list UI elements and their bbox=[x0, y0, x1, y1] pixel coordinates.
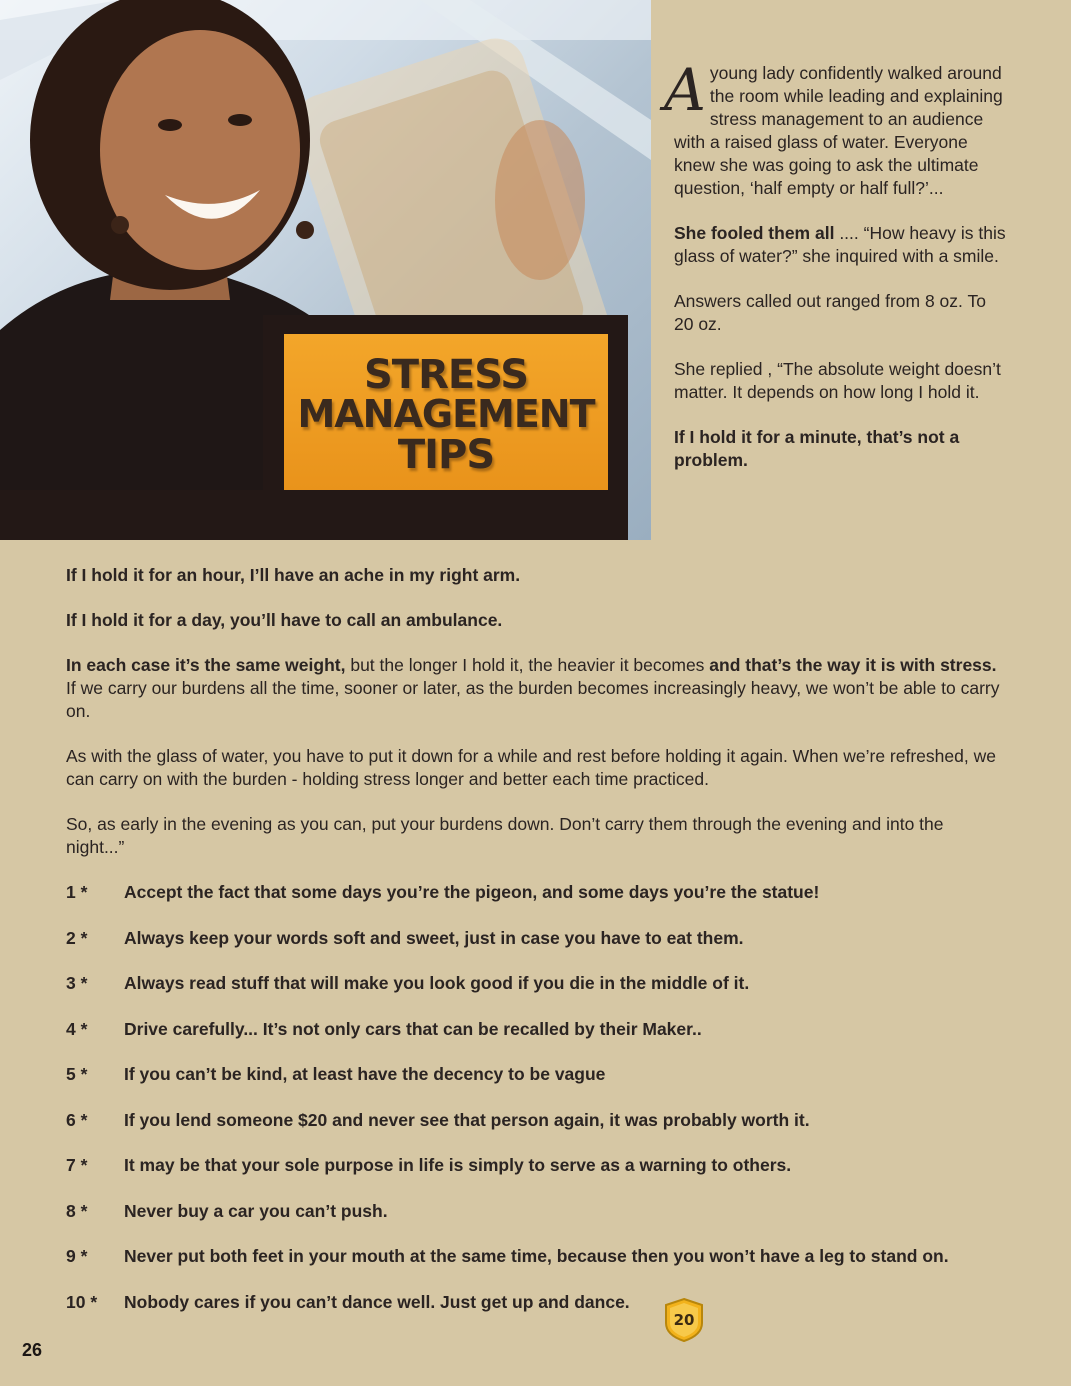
tip-number: 9 * bbox=[66, 1246, 88, 1266]
tip-text: Accept the fact that some days you’re the pigeon, and some days you’re the statue! bbox=[124, 882, 820, 902]
tip-number: 3 * bbox=[66, 973, 88, 993]
intro-column bbox=[664, 56, 1008, 494]
drop-cap: A bbox=[664, 56, 706, 124]
logo-line-3: TIPS bbox=[397, 432, 495, 478]
intro-paragraph-3: Answers called out ranged from 8 oz. To 20 oz. bbox=[674, 291, 986, 334]
tip-text: If you can’t be kind, at least have the decency to be vague bbox=[124, 1064, 606, 1084]
tip-text: Drive carefully... It’s not only cars that can be recalled by their Maker.. bbox=[124, 1019, 702, 1039]
tip-text: Never buy a car you can’t push. bbox=[124, 1201, 388, 1221]
body-p3-bold-b: and that’s the way it is with stress. bbox=[709, 655, 997, 675]
tip-number: 10 * bbox=[66, 1292, 98, 1312]
tip-number: 8 * bbox=[66, 1201, 88, 1221]
body-p1-bold: If I hold it for an hour, I’ll have an ache in my right arm. bbox=[66, 565, 521, 585]
anniversary-badge-icon bbox=[662, 1297, 706, 1343]
tip-number: 5 * bbox=[66, 1064, 88, 1084]
tip-text: If you lend someone $20 and never see that person again, it was probably worth it. bbox=[124, 1110, 810, 1130]
intro-p2-bold: She fooled them all bbox=[674, 223, 835, 243]
body-p2-bold: If I hold it for a day, you’ll have to call an ambulance. bbox=[66, 610, 503, 630]
tip-text: Nobody cares if you can’t dance well. Just get up and dance. bbox=[124, 1292, 630, 1312]
intro-p5-bold: If I hold it for a minute, that’s not a problem. bbox=[674, 427, 960, 470]
body-paragraph-2 bbox=[66, 609, 1006, 632]
body-paragraph-4: As with the glass of water, you have to put it down for a while and rest before holding it again. When we’re refreshed, we can carry on with the burden - holding stress longer and better each time practiced. bbox=[66, 746, 996, 789]
badge-text: 20 bbox=[673, 1311, 695, 1329]
tip-text: Never put both feet in your mouth at the same time, because then you won’t have a leg to stand on. bbox=[124, 1246, 949, 1266]
intro-paragraph-2 bbox=[674, 222, 1008, 268]
intro-paragraph-5 bbox=[674, 426, 1008, 472]
body-paragraph-1 bbox=[66, 564, 1006, 587]
stress-management-logo bbox=[284, 334, 608, 490]
logo-line-1: STRESS bbox=[363, 352, 529, 398]
page-number: 26 bbox=[22, 1340, 43, 1360]
tip-number: 6 * bbox=[66, 1110, 88, 1130]
intro-paragraph-1 bbox=[664, 56, 1008, 200]
tip-number: 7 * bbox=[66, 1155, 88, 1175]
body-paragraph-5: So, as early in the evening as you can, put your burdens down. Don’t carry them through the evening and into the night...” bbox=[66, 814, 944, 857]
intro-text: young lady confidently walked around the room while leading and explaining stress management to an audience with a raised glass of water. Everyone knew she was going to ask the ultimate question, ‘half empty or half full?’... bbox=[674, 63, 1003, 198]
tip-number: 1 * bbox=[66, 882, 88, 902]
tip-text: It may be that your sole purpose in life is simply to serve as a warning to others. bbox=[124, 1155, 792, 1175]
body-text bbox=[66, 564, 1006, 881]
intro-paragraph-4: She replied , “The absolute weight doesn’t matter. It depends on how long I hold it. bbox=[674, 359, 1001, 402]
logo-line-2: MANAGEMENT bbox=[297, 392, 595, 436]
body-p3-text-b: If we carry our burdens all the time, sooner or later, as the burden becomes increasingly heavy, we won’t be able to carry on. bbox=[66, 678, 1000, 721]
tip-number: 4 * bbox=[66, 1019, 88, 1039]
tip-text: Always keep your words soft and sweet, just in case you have to eat them. bbox=[124, 928, 744, 948]
body-paragraph-3 bbox=[66, 654, 1006, 723]
body-p3-text-a: but the longer I hold it, the heavier it becomes bbox=[345, 655, 710, 675]
body-p3-bold-a: In each case it’s the same weight, bbox=[66, 655, 346, 675]
intro-p2-text: .... “How heavy is this glass of water?” she inquired with a smile. bbox=[674, 223, 1006, 266]
tip-text: Always read stuff that will make you look good if you die in the middle of it. bbox=[124, 973, 750, 993]
tip-number: 2 * bbox=[66, 928, 88, 948]
